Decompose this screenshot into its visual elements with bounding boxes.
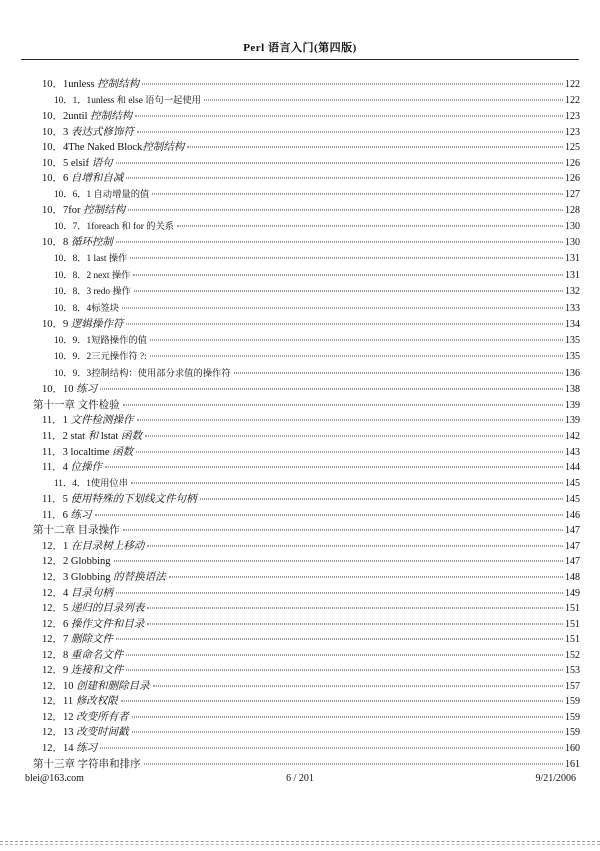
toc-entry-label: 12．13 改变时间戳	[42, 727, 129, 739]
toc-entry-page: 135	[565, 334, 580, 346]
toc-entry-label: 12．11 修改权限	[42, 696, 118, 708]
dot-leader	[133, 274, 563, 275]
toc-entry-page: 135	[565, 351, 580, 363]
dot-leader	[177, 225, 563, 226]
dot-leader	[153, 685, 563, 686]
toc-entry-page: 145	[565, 477, 580, 489]
dot-leader	[142, 84, 563, 85]
dot-leader	[152, 193, 563, 194]
toc-entry	[22, 570, 580, 586]
dot-leader	[116, 639, 563, 640]
dot-leader	[147, 545, 563, 546]
toc-entry-label: 11．1 文件检测操作	[42, 415, 134, 427]
dot-leader	[169, 576, 563, 577]
toc-entry-label: 10．2until 控制结构	[42, 111, 133, 123]
toc-entry	[22, 679, 580, 695]
toc-entry-page: 131	[565, 253, 580, 265]
toc-list	[22, 77, 580, 772]
dot-leader	[114, 561, 563, 562]
dot-leader	[95, 514, 564, 515]
toc-entry-page: 161	[565, 758, 580, 770]
toc-entry	[22, 663, 580, 679]
dot-leader	[116, 592, 563, 593]
toc-chapter-entry	[22, 523, 580, 539]
toc-entry	[22, 203, 580, 219]
toc-entry	[22, 317, 580, 333]
toc-entry-label: 12．10 创建和删除目录	[42, 680, 150, 692]
toc-entry-label: 第十三章 字符串和排序	[33, 758, 141, 770]
dot-leader	[126, 178, 563, 179]
toc-entry-label: 10．10 练习	[42, 384, 98, 396]
toc-entry-page: 148	[565, 571, 580, 583]
toc-entry	[22, 586, 580, 602]
toc-entry-label: 12．7 删除文件	[42, 634, 113, 646]
toc-entry	[22, 349, 580, 366]
toc-entry-page: 157	[565, 680, 580, 692]
toc-entry-label: 10．1．1unless 和 else 语句一起使用	[54, 95, 201, 106]
dot-leader	[137, 131, 563, 132]
toc-entry-label: 12．12 改变所有者	[42, 711, 129, 723]
toc-entry	[22, 601, 580, 617]
dot-leader	[135, 116, 563, 117]
toc-entry-page: 125	[565, 142, 580, 154]
toc-entry-page: 128	[565, 205, 580, 217]
toc-entry	[22, 235, 580, 251]
toc-entry-label: 第十二章 目录操作	[33, 525, 120, 537]
toc-entry	[22, 382, 580, 398]
toc-entry-page: 147	[565, 540, 580, 552]
toc-entry-page: 126	[565, 157, 580, 169]
dot-leader	[147, 608, 563, 609]
dot-leader	[200, 499, 564, 500]
toc-entry	[22, 251, 580, 268]
toc-entry-label: 11．5 使用特殊的下划线文件句柄	[42, 494, 197, 506]
toc-entry	[22, 554, 580, 570]
toc-entry-label: 10．8．4标签块	[54, 303, 120, 314]
dot-leader	[204, 99, 563, 100]
header-rule	[21, 59, 579, 60]
toc-entry-page: 123	[565, 126, 580, 138]
toc-entry-label: 10．3 表达式修饰符	[42, 126, 134, 138]
dot-leader	[187, 147, 563, 148]
toc-entry	[22, 219, 580, 236]
toc-entry-label: 12．14 练习	[42, 742, 98, 754]
toc-entry-label: 10．9．1短路操作的值	[54, 335, 147, 346]
dot-leader	[130, 258, 563, 259]
toc-entry-page: 142	[565, 431, 580, 443]
toc-entry-page: 146	[565, 509, 580, 521]
toc-entry-label: 11．3 localtime 函数	[42, 446, 134, 458]
toc-entry-page: 134	[565, 319, 580, 331]
toc-entry-label: 10．9．2三元操作符 ?:	[54, 352, 147, 363]
toc-entry	[22, 445, 580, 461]
toc-entry-label: 10．5 elsif 语句	[42, 157, 113, 169]
toc-entry	[22, 460, 580, 476]
toc-entry-label: 10．7for 控制结构	[42, 205, 126, 217]
dot-leader	[100, 389, 563, 390]
toc-entry-label: 10．9 逻辑操作符	[42, 319, 124, 331]
toc-entry-page: 127	[565, 188, 580, 200]
toc-entry	[22, 725, 580, 741]
toc-entry-page: 133	[565, 302, 580, 314]
dot-leader	[123, 530, 563, 531]
toc-entry	[22, 301, 580, 318]
toc-entry	[22, 156, 580, 172]
dot-leader	[132, 716, 563, 717]
dot-leader	[136, 451, 563, 452]
toc-entry-label: 10．6 自增和自减	[42, 173, 124, 185]
toc-entry	[22, 187, 580, 204]
dot-leader	[116, 162, 563, 163]
dot-leader	[132, 732, 563, 733]
dot-leader	[126, 670, 563, 671]
toc-entry-page: 151	[565, 618, 580, 630]
toc-entry	[22, 429, 580, 445]
toc-entry	[22, 492, 580, 508]
toc-entry-label: 12．8 重命名文件	[42, 649, 124, 661]
toc-entry-label: 12．5 递归的目录列表	[42, 603, 145, 615]
toc-entry-label: 10．8．1 last 操作	[54, 254, 128, 265]
toc-entry-label: 10．8 循环控制	[42, 237, 113, 249]
toc-entry-page: 131	[565, 269, 580, 281]
toc-entry	[22, 648, 580, 664]
toc-entry-label: 10．8．3 redo 操作	[54, 287, 131, 298]
toc-entry-label: 第十一章 文件检验	[33, 399, 120, 411]
toc-entry-label: 11．2 stat 和 lstat 函数	[42, 431, 142, 443]
footer-email: blei@163.com	[25, 773, 84, 784]
toc-entry-page: 139	[565, 415, 580, 427]
toc-entry-page: 130	[565, 220, 580, 232]
toc-entry-label: 12．6 操作文件和目录	[42, 618, 145, 630]
toc-entry-page: 132	[565, 286, 580, 298]
toc-entry-label: 12．4 目录句柄	[42, 587, 113, 599]
toc-chapter-entry	[22, 398, 580, 414]
toc-entry-label: 12．1 在目录树上移动	[42, 540, 145, 552]
dot-leader	[126, 654, 563, 655]
toc-entry-page: 147	[565, 556, 580, 568]
toc-entry	[22, 140, 580, 156]
toc-entry-page: 122	[565, 94, 580, 106]
toc-entry-page: 151	[565, 603, 580, 615]
toc-entry	[22, 710, 580, 726]
toc-entry	[22, 476, 580, 493]
dot-leader	[131, 482, 563, 483]
dot-leader	[134, 291, 563, 292]
dot-leader	[137, 420, 564, 421]
toc-entry-page: 159	[565, 696, 580, 708]
toc-entry-label: 11．4．1使用位串	[54, 478, 129, 489]
page-footer	[0, 773, 600, 784]
toc-entry-page: 151	[565, 634, 580, 646]
toc-entry-page: 144	[565, 462, 580, 474]
toc-entry-page: 136	[565, 367, 580, 379]
page-header-title: Perl 语言入门(第四版)	[243, 42, 357, 54]
toc-entry-page: 122	[565, 79, 580, 90]
toc-entry-page: 149	[565, 587, 580, 599]
toc-entry	[22, 77, 580, 93]
dot-leader	[144, 763, 563, 764]
footer-page-count: 6 / 201	[286, 773, 314, 784]
toc-entry	[22, 741, 580, 757]
toc-entry-page: 152	[565, 649, 580, 661]
toc-entry	[22, 171, 580, 187]
toc-entry-label: 10．8．2 next 操作	[54, 270, 131, 281]
toc-entry	[22, 125, 580, 141]
dot-leader	[126, 324, 563, 325]
toc-entry-label: 12．2 Globbing	[42, 556, 111, 568]
toc-entry-page: 160	[565, 742, 580, 754]
toc-entry	[22, 508, 580, 524]
toc-entry-page: 123	[565, 111, 580, 123]
toc-entry-page: 145	[565, 494, 580, 506]
dot-leader	[150, 339, 563, 340]
toc-entry-label: 10．6．1 自动增量的值	[54, 189, 150, 200]
toc-entry	[22, 539, 580, 555]
toc-entry	[22, 268, 580, 285]
toc-entry-label: 12．9 连接和文件	[42, 665, 124, 677]
dot-leader	[105, 467, 563, 468]
toc-entry-page: 138	[565, 384, 580, 396]
dot-leader	[128, 210, 563, 211]
toc-entry	[22, 694, 580, 710]
toc-entry-page: 143	[565, 446, 580, 458]
toc-entry-page: 130	[565, 237, 580, 249]
dot-leader	[147, 623, 563, 624]
toc-entry-label: 11．6 练习	[42, 509, 92, 521]
dot-leader	[116, 242, 563, 243]
dot-leader	[150, 356, 563, 357]
toc-entry	[22, 617, 580, 633]
dot-leader	[121, 701, 563, 702]
toc-entry	[22, 284, 580, 301]
dot-leader	[123, 404, 563, 405]
dot-leader	[122, 307, 563, 308]
toc-entry-page: 126	[565, 173, 580, 185]
toc-entry	[22, 93, 580, 110]
toc-entry-page: 147	[565, 525, 580, 537]
dot-leader	[100, 747, 563, 748]
page-boundary-separator	[0, 841, 600, 845]
toc-entry-page: 159	[565, 727, 580, 739]
toc-entry	[22, 632, 580, 648]
footer-date: 9/21/2006	[535, 773, 576, 784]
toc-entry-page: 153	[565, 665, 580, 677]
dot-leader	[145, 436, 563, 437]
toc-entry-label: 10．7．1foreach 和 for 的关系	[54, 221, 175, 232]
toc-entry-label: 10．9．3控制结构：使用部分求值的操作符	[54, 368, 231, 379]
toc-entry-label: 10．1unless 控制结构	[42, 79, 140, 90]
toc-entry	[22, 109, 580, 125]
toc-entry	[22, 413, 580, 429]
toc-entry-page: 159	[565, 711, 580, 723]
toc-entry-label: 10．4The Naked Block控制结构	[42, 142, 185, 154]
toc-entry-page: 139	[565, 399, 580, 411]
toc-chapter-entry	[22, 757, 580, 773]
dot-leader	[234, 372, 563, 373]
toc-entry-label: 12．3 Globbing 的替换语法	[42, 571, 166, 583]
toc-entry	[22, 366, 580, 383]
toc-entry-label: 11．4 位操作	[42, 462, 102, 474]
toc-entry	[22, 333, 580, 350]
